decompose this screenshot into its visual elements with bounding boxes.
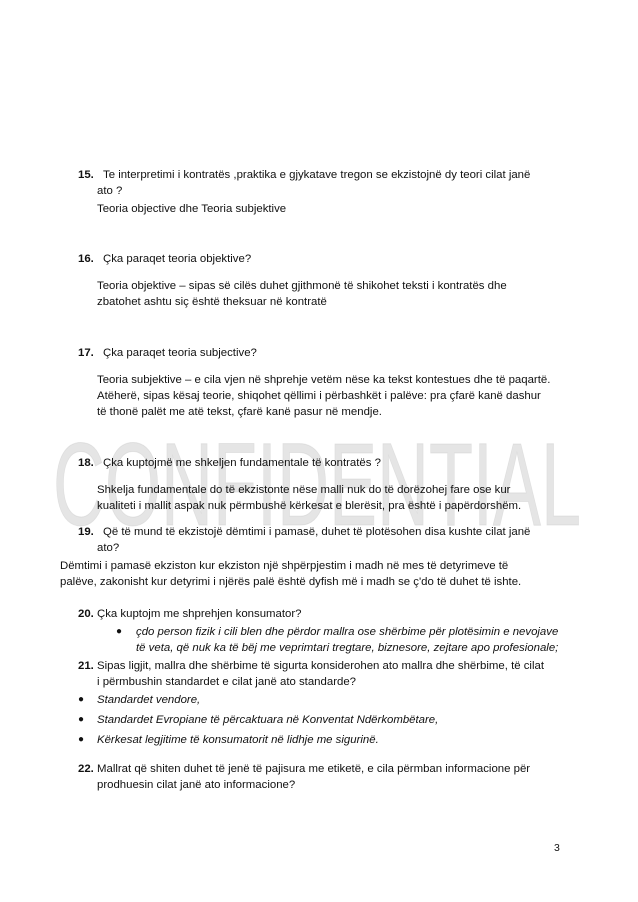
- question-text: Çka paraqet teoria objektive?: [103, 253, 252, 265]
- standards-list: [0, 692, 638, 752]
- question-21: [0, 658, 638, 752]
- bullet-icon: ●: [116, 626, 123, 637]
- bullet-icon: ●: [78, 734, 85, 745]
- bullet-icon: ●: [78, 694, 85, 705]
- question-text: Te interpretimi i kontratës ,praktika e gjykatave tregon se ekzistojnë dy teori cilat janë ato ?: [97, 169, 531, 197]
- question-number: 16.: [78, 253, 94, 265]
- question-text: Çka kuptojmë me shkeljen fundamentale të kontratës ?: [103, 457, 381, 469]
- answer-text: Teoria objective dhe Teoria subjektive: [97, 203, 287, 215]
- question-18: [0, 455, 638, 514]
- question-number: 17.: [78, 347, 94, 359]
- question-text: Mallrat që shiten duhet të jenë të pajisura me etiketë, e cila përmban informacione për prodhuesin cilat janë ato informacione?: [97, 763, 531, 791]
- question-19: [0, 524, 638, 590]
- answer-text: Teoria subjektive – e cila vjen në shprehje vetëm nëse ka tekst kontestues dhe të paqartë. Atëherë, sipas kësaj teorie, shiqohet qëllimi i përbashkët i palëve: pra çfarë kanë dashur të thonë palët me atë tekst, çfarë kanë pasur në mendje.: [97, 374, 551, 418]
- question-text: Që të mund të ekzistojë dëmtimi i pamasë, duhet të plotësohen disa kushte cilat janë ato?: [97, 526, 531, 554]
- answer-text: Shkelja fundamentale do të ekzistonte nëse malli nuk do të dorëzohej fare ose kur kualiteti i mallit aspak nuk përmbushë kërkesat e blerësit, pra është i papërdorshëm.: [97, 484, 522, 512]
- question-15: [0, 167, 638, 217]
- answer-text: Teoria objektive – sipas së cilës duhet gjithmonë të shikohet teksti i kontratës dhe zbatohet ashtu siç është theksuar në kontratë: [97, 280, 507, 308]
- list-item: ● çdo person fizik i cili blen dhe përdor mallra ose shërbime për plotësimin e nevojave të veta, që nuk ka të bëj me veprimtari tregtare, biznesore, zejtare apo profesionale;: [116, 626, 559, 654]
- question-text: Sipas ligjit, mallra dhe shërbime të sigurta konsiderohen ato mallra dhe shërbime, të cilat i përmbushin standardet e cilat janë ato standarde?: [97, 660, 544, 688]
- question-17: [0, 345, 638, 420]
- question-number: 19.: [78, 526, 94, 538]
- bullet-icon: ●: [78, 714, 85, 725]
- page-number: 3: [554, 842, 560, 854]
- question-text: Çka kuptojm me shprehjen konsumator?: [97, 608, 302, 620]
- watermark-text: CONFIDENTIAL: [53, 425, 581, 535]
- question-22: [0, 761, 638, 793]
- question-text: Çka paraqet teoria subjective?: [103, 347, 257, 359]
- list-item: ● Standardet vendore,: [78, 694, 201, 706]
- question-number: 18.: [78, 457, 94, 469]
- question-number: 22.: [78, 763, 94, 775]
- question-number: 21.: [78, 660, 94, 672]
- question-20: [0, 606, 638, 656]
- list-item: ● Standardet Evropiane të përcaktuara në Konventat Ndërkombëtare,: [78, 714, 439, 726]
- question-number: 20.: [78, 608, 94, 620]
- answer-text: Dëmtimi i pamasë ekziston kur ekziston një shpërpjestim i madh në mes të detyrimeve të palëve, zakonisht kur detyrimi i njërës palë është dyfish më i madh se ç'do të duhet të ishte.: [60, 560, 522, 588]
- question-16: [0, 251, 638, 310]
- list-item: ● Kërkesat legjitime të konsumatorit në lidhje me sigurinë.: [78, 734, 379, 746]
- question-number: 15.: [78, 169, 94, 181]
